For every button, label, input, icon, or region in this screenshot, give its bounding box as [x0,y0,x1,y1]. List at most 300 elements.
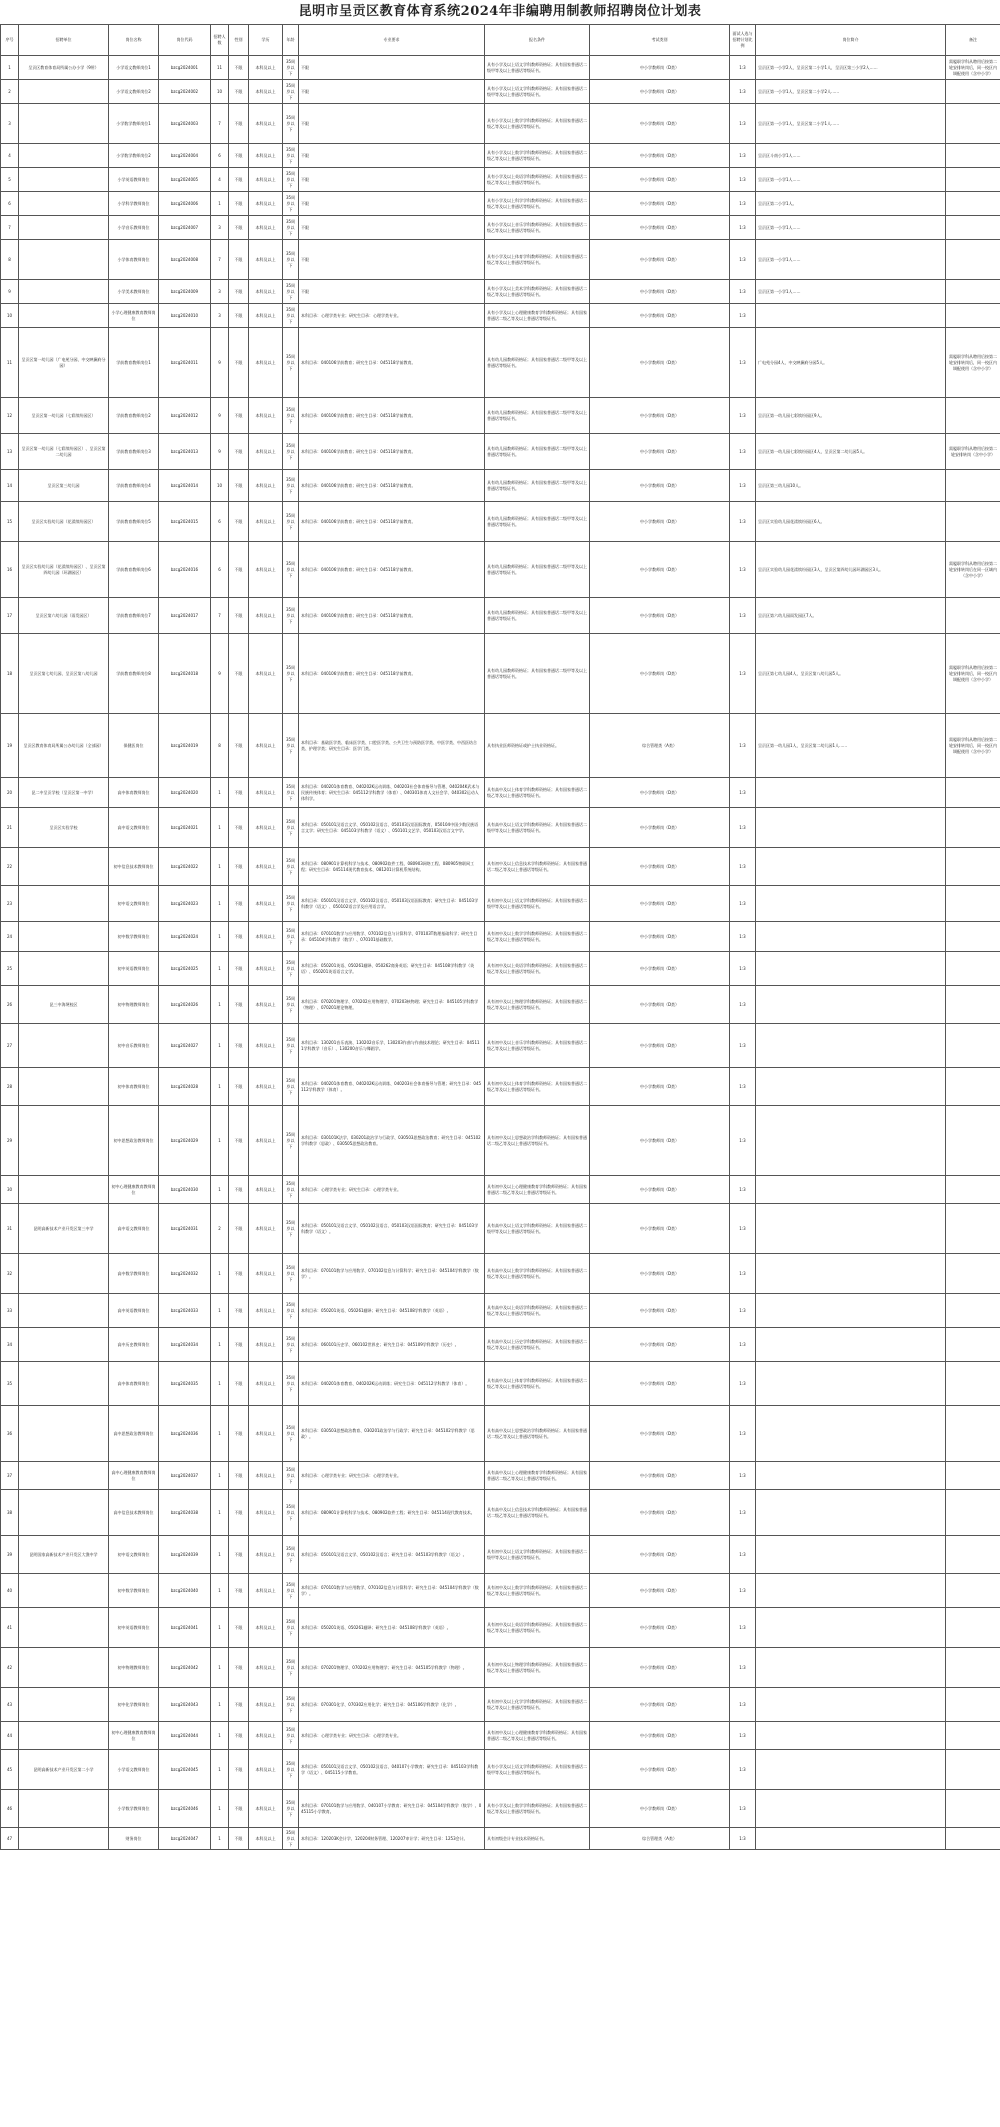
cell-age: 35周岁以下 [283,886,299,922]
cell-unit: 昆三中海埂校区 [19,986,109,1024]
cell-position: 高中语文教师岗位 [109,1204,159,1254]
cell-education: 本科及以上 [249,168,283,192]
cell-seq: 43 [1,1688,19,1722]
cell-unit [19,1294,109,1328]
cell-gender: 不限 [229,240,249,280]
cell-education: 本科及以上 [249,216,283,240]
cell-count: 1 [211,886,229,922]
cell-age: 35周岁以下 [283,398,299,434]
cell-remarks [946,1462,1000,1490]
cell-position: 学前教育教师岗位2 [109,398,159,434]
cell-seq: 3 [1,104,19,144]
cell-gender: 不限 [229,1688,249,1722]
cell-remarks [946,502,1000,542]
cell-seq: 12 [1,398,19,434]
cell-unit [19,952,109,986]
cell-position: 初中物理教师岗位 [109,1648,159,1688]
cell-remarks: 需履职学科从聘用后按第二轮安排转岗后，同一校区内调配使用（含中小学） [946,56,1000,80]
cell-remarks [946,598,1000,634]
cell-description: 呈贡区第一小学1人，呈贡区第二小学2人…… [756,80,946,104]
cell-conditions: 具有初中及以上信息技术学科教师资格证；具有国家普通话二级乙等及以上普通话等级证书。 [485,848,590,886]
table-row [1,1574,1000,1608]
cell-code: bzcg2024030 [159,1176,211,1204]
cell-age: 35周岁以下 [283,1406,299,1462]
cell-description [756,1750,946,1790]
table-row [1,1362,1000,1406]
cell-ratio: 1:3 [730,714,756,778]
cell-code: bzcg2024013 [159,434,211,470]
cell-unit: 呈贡区实验学校 [19,808,109,848]
table-row [1,634,1000,714]
cell-count: 9 [211,398,229,434]
cell-age: 35周岁以下 [283,1106,299,1176]
cell-position: 学前教育教师岗位8 [109,634,159,714]
cell-count: 11 [211,56,229,80]
cell-gender: 不限 [229,1362,249,1406]
cell-ratio: 1:3 [730,808,756,848]
cell-code: bzcg2024024 [159,922,211,952]
cell-gender: 不限 [229,778,249,808]
cell-education: 本科及以上 [249,80,283,104]
table-row [1,192,1000,216]
cell-remarks [946,1176,1000,1204]
cell-ratio: 1:3 [730,1362,756,1406]
cell-code: bzcg2024018 [159,634,211,714]
table-row [1,1406,1000,1462]
cell-gender: 不限 [229,1574,249,1608]
cell-code: bzcg2024016 [159,542,211,598]
cell-conditions: 具有小学及以上语文学科教师资格证；具有国家普通话二级甲等及以上普通话等级证书。 [485,56,590,80]
cell-description [756,1536,946,1574]
table-body [1,56,1000,1850]
cell-exam-type: 中小学教师岗（D类） [590,1688,730,1722]
cell-code: bzcg2024008 [159,240,211,280]
cell-conditions: 具有幼儿园教师资格证；具有国家普通话二级甲等及以上普通话等级证书。 [485,398,590,434]
cell-description: 呈贡区第七幼儿园4人，呈贡区第八幼儿园5人。 [756,634,946,714]
cell-remarks: 需履职学科从聘用后按第二轮安排转岗后，同一校区内调配使用（含中小学） [946,328,1000,398]
cell-seq: 46 [1,1790,19,1828]
cell-education: 本科及以上 [249,1176,283,1204]
cell-ratio: 1:3 [730,280,756,304]
cell-unit [19,304,109,328]
cell-position: 高中思想政治教师岗位 [109,1406,159,1462]
cell-seq: 1 [1,56,19,80]
cell-code: bzcg2024034 [159,1328,211,1362]
cell-seq: 41 [1,1608,19,1648]
cell-age: 35周岁以下 [283,952,299,986]
table-row [1,1024,1000,1068]
cell-age: 35周岁以下 [283,168,299,192]
cell-count: 1 [211,1068,229,1106]
cell-remarks [946,470,1000,502]
cell-gender: 不限 [229,1648,249,1688]
cell-exam-type: 中小学教师岗（D类） [590,1536,730,1574]
cell-exam-type: 中小学教师岗（D类） [590,922,730,952]
cell-remarks [946,144,1000,168]
cell-age: 35周岁以下 [283,714,299,778]
cell-gender: 不限 [229,434,249,470]
cell-ratio: 1:3 [730,304,756,328]
cell-code: bzcg2024019 [159,714,211,778]
cell-major: 本科目录：070101数学与应用数学、040107小学教育；研究生目录：045104学科教学（数学）、045115小学教育。 [299,1790,485,1828]
cell-position: 初中思想政治教师岗位 [109,1106,159,1176]
cell-unit [19,1068,109,1106]
cell-seq: 5 [1,168,19,192]
cell-major: 本科目录：070201物理学、070202应用物理学、070203核物理；研究生目录：045105学科教学（物理）、070201理论物理。 [299,986,485,1024]
cell-description [756,986,946,1024]
cell-position: 小学音乐教师岗位 [109,216,159,240]
cell-age: 35周岁以下 [283,542,299,598]
cell-ratio: 1:3 [730,144,756,168]
cell-description: 呈贡区第一小学2人，呈贡区第二小学1人，呈贡区第三小学2人…… [756,56,946,80]
cell-exam-type: 中小学教师岗（D类） [590,1790,730,1828]
cell-unit [19,144,109,168]
cell-major: 本科目录：120203K会计学、120204财务管理、120207审计学；研究生目录：1253会计。 [299,1828,485,1850]
cell-count: 8 [211,714,229,778]
cell-age: 35周岁以下 [283,986,299,1024]
table-row [1,56,1000,80]
cell-exam-type: 中小学教师岗（D类） [590,542,730,598]
cell-position: 高中历史教师岗位 [109,1328,159,1362]
cell-unit [19,192,109,216]
cell-description: 呈贡区斗南小学1人…… [756,144,946,168]
cell-major: 不限 [299,168,485,192]
cell-ratio: 1:3 [730,1722,756,1750]
cell-gender: 不限 [229,1490,249,1536]
table-row [1,398,1000,434]
cell-seq: 39 [1,1536,19,1574]
cell-age: 35周岁以下 [283,304,299,328]
cell-remarks [946,1254,1000,1294]
cell-unit [19,1362,109,1406]
table-row [1,470,1000,502]
cell-ratio: 1:3 [730,1106,756,1176]
cell-count: 9 [211,434,229,470]
cell-seq: 23 [1,886,19,922]
cell-gender: 不限 [229,192,249,216]
cell-conditions: 具有初中及以上化学学科教师资格证；具有国家普通话二级乙等及以上普通话等级证书。 [485,1688,590,1722]
cell-count: 10 [211,80,229,104]
cell-age: 35周岁以下 [283,1068,299,1106]
cell-count: 1 [211,1574,229,1608]
table-row [1,986,1000,1024]
cell-seq: 34 [1,1328,19,1362]
cell-position: 初中语文教师岗位 [109,886,159,922]
cell-description: 呈贡区实验幼儿园花漾缤纷园区6人。 [756,502,946,542]
cell-exam-type: 中小学教师岗（D类） [590,1648,730,1688]
cell-position: 初中心理健康教育教师岗位 [109,1722,159,1750]
cell-count: 6 [211,542,229,598]
cell-description [756,1608,946,1648]
cell-remarks: 需履职学科从聘用后按第二轮安排转岗后在同一区域内（含中小学） [946,542,1000,598]
cell-count: 1 [211,1024,229,1068]
cell-major: 本科目录：040106学前教育；研究生目录：045118学前教育。 [299,398,485,434]
table-row [1,778,1000,808]
cell-major: 本科目录：050201英语、050261翻译；研究生目录：045108学科教学（英语）。 [299,1608,485,1648]
cell-major: 本科目录：040106学前教育；研究生目录：045118学前教育。 [299,502,485,542]
table-row [1,1462,1000,1490]
cell-age: 35周岁以下 [283,922,299,952]
cell-unit [19,1490,109,1536]
cell-description [756,1328,946,1362]
cell-exam-type: 中小学教师岗（D类） [590,598,730,634]
cell-conditions: 具有执业医师资格证或护士执业资格证。 [485,714,590,778]
cell-gender: 不限 [229,848,249,886]
cell-gender: 不限 [229,168,249,192]
cell-code: bzcg2024027 [159,1024,211,1068]
cell-education: 本科及以上 [249,922,283,952]
cell-major: 本科目录：040201体育教育、040202K运动训练；研究生目录：045112学科教学（体育）。 [299,1362,485,1406]
cell-count: 1 [211,848,229,886]
cell-remarks [946,168,1000,192]
header-gender: 性别 [229,25,249,56]
table-row [1,1536,1000,1574]
cell-position: 初中音乐教师岗位 [109,1024,159,1068]
cell-exam-type: 中小学教师岗（D类） [590,1176,730,1204]
cell-conditions: 具有初中及以上数学学科教师资格证；具有国家普通话二级乙等及以上普通话等级证书。 [485,922,590,952]
cell-gender: 不限 [229,470,249,502]
cell-position: 小学语文教师岗位 [109,1750,159,1790]
cell-exam-type: 中小学教师岗（D类） [590,56,730,80]
cell-code: bzcg2024002 [159,80,211,104]
cell-code: bzcg2024046 [159,1790,211,1828]
cell-description [756,1490,946,1536]
cell-count: 1 [211,1722,229,1750]
cell-description: 呈贡区第一小学1人…… [756,280,946,304]
cell-code: bzcg2024026 [159,986,211,1024]
cell-age: 35周岁以下 [283,192,299,216]
cell-unit [19,1688,109,1722]
cell-remarks [946,922,1000,952]
cell-education: 本科及以上 [249,1328,283,1362]
cell-exam-type: 中小学教师岗（D类） [590,104,730,144]
cell-seq: 9 [1,280,19,304]
cell-position: 高中心理健康教育教师岗位 [109,1462,159,1490]
cell-gender: 不限 [229,1106,249,1176]
cell-education: 本科及以上 [249,778,283,808]
cell-unit [19,1106,109,1176]
cell-exam-type: 中小学教师岗（D类） [590,328,730,398]
table-row [1,1106,1000,1176]
cell-seq: 17 [1,598,19,634]
cell-code: bzcg2024047 [159,1828,211,1850]
cell-exam-type: 中小学教师岗（D类） [590,1750,730,1790]
cell-unit [19,216,109,240]
cell-code: bzcg2024001 [159,56,211,80]
cell-age: 35周岁以下 [283,778,299,808]
cell-exam-type: 中小学教师岗（D类） [590,1294,730,1328]
cell-position: 小学语文教师岗位2 [109,80,159,104]
header-major: 专业要求 [299,25,485,56]
cell-count: 3 [211,216,229,240]
cell-remarks [946,848,1000,886]
cell-count: 1 [211,1688,229,1722]
cell-gender: 不限 [229,502,249,542]
table-row [1,1648,1000,1688]
cell-remarks [946,216,1000,240]
cell-seq: 21 [1,808,19,848]
table-row [1,714,1000,778]
header-remarks: 备注 [946,25,1000,56]
cell-position: 初中物理教师岗位 [109,986,159,1024]
cell-conditions: 具有小学及以上英语学科教师资格证；具有国家普通话二级乙等及以上普通话等级证书。 [485,168,590,192]
cell-seq: 2 [1,80,19,104]
cell-seq: 44 [1,1722,19,1750]
cell-seq: 14 [1,470,19,502]
cell-education: 本科及以上 [249,1750,283,1790]
cell-conditions: 具有初中及以上心理健康教育学科教师资格证；具有国家普通话二级乙等及以上普通话等级证书。 [485,1176,590,1204]
cell-description: 呈贡区第六幼儿园雨发园区7人。 [756,598,946,634]
header-seq: 序号 [1,25,19,56]
cell-position: 小学数学教师岗位1 [109,104,159,144]
cell-conditions: 具有幼儿园教师资格证；具有国家普通话二级甲等及以上普通话等级证书。 [485,434,590,470]
cell-position: 小学语文教师岗位1 [109,56,159,80]
cell-count: 1 [211,1106,229,1176]
cell-education: 本科及以上 [249,634,283,714]
cell-unit: 昆明高新技术产业开发区第二小学 [19,1750,109,1790]
cell-conditions: 具有小学及以上美术学科教师资格证；具有国家普通话二级乙等及以上普通话等级证书。 [485,280,590,304]
cell-major: 本科目录：080901计算机科学与技术、080902软件工程；研究生目录：045114现代教育技术。 [299,1490,485,1536]
cell-position: 高中体育教师岗位 [109,778,159,808]
cell-exam-type: 中小学教师岗（D类） [590,280,730,304]
cell-seq: 4 [1,144,19,168]
cell-ratio: 1:3 [730,952,756,986]
cell-exam-type: 中小学教师岗（D类） [590,848,730,886]
cell-unit: 呈贡区第七幼儿园、呈贡区第八幼儿园 [19,634,109,714]
cell-major: 不限 [299,240,485,280]
cell-age: 35周岁以下 [283,240,299,280]
cell-major: 本科目录：070101数学与应用数学、070102信息与计算科学；研究生目录：045104学科教学（数学）。 [299,1254,485,1294]
cell-count: 1 [211,986,229,1024]
cell-count: 9 [211,328,229,398]
cell-conditions: 具有高中及以上数学学科教师资格证；具有国家普通话二级乙等及以上普通话等级证书。 [485,1254,590,1294]
table-row [1,304,1000,328]
cell-age: 35周岁以下 [283,1648,299,1688]
cell-gender: 不限 [229,304,249,328]
table-row [1,280,1000,304]
cell-code: bzcg2024029 [159,1106,211,1176]
cell-description: 呈贡区第一幼儿园七彩缤纷园区4人，呈贡区第二幼儿园5人。 [756,434,946,470]
cell-code: bzcg2024028 [159,1068,211,1106]
cell-education: 本科及以上 [249,542,283,598]
cell-education: 本科及以上 [249,1024,283,1068]
cell-major: 本科目录：040106学前教育；研究生目录：045118学前教育。 [299,542,485,598]
cell-remarks [946,1722,1000,1750]
cell-description [756,1024,946,1068]
cell-seq: 40 [1,1574,19,1608]
cell-major: 本科目录：心理学类专业；研究生目录：心理学类专业。 [299,1462,485,1490]
cell-seq: 36 [1,1406,19,1462]
cell-code: bzcg2024037 [159,1462,211,1490]
cell-remarks [946,1328,1000,1362]
cell-remarks [946,952,1000,986]
cell-description [756,952,946,986]
cell-description [756,1406,946,1462]
cell-code: bzcg2024041 [159,1608,211,1648]
cell-ratio: 1:3 [730,328,756,398]
cell-conditions: 具有小学及以上语文学科教师资格证；具有国家普通话二级甲等及以上普通话等级证书。 [485,80,590,104]
cell-age: 35周岁以下 [283,1462,299,1490]
cell-major: 不限 [299,144,485,168]
cell-gender: 不限 [229,634,249,714]
table-row [1,1176,1000,1204]
cell-code: bzcg2024040 [159,1574,211,1608]
cell-count: 9 [211,634,229,714]
cell-conditions: 具有高中及以上心理健康教育学科教师资格证；具有国家普通话二级乙等及以上普通话等级证书。 [485,1462,590,1490]
cell-count: 10 [211,470,229,502]
cell-ratio: 1:3 [730,1204,756,1254]
cell-ratio: 1:3 [730,56,756,80]
cell-conditions: 具有初中及以上英语学科教师资格证；具有国家普通话二级乙等及以上普通话等级证书。 [485,1608,590,1648]
cell-code: bzcg2024009 [159,280,211,304]
cell-gender: 不限 [229,542,249,598]
cell-ratio: 1:3 [730,240,756,280]
cell-count: 1 [211,1828,229,1850]
cell-count: 1 [211,1462,229,1490]
cell-code: bzcg2024021 [159,808,211,848]
cell-description [756,1688,946,1722]
cell-ratio: 1:3 [730,1750,756,1790]
cell-seq: 45 [1,1750,19,1790]
cell-education: 本科及以上 [249,304,283,328]
cell-ratio: 1:3 [730,1254,756,1294]
cell-count: 7 [211,240,229,280]
table-row [1,1790,1000,1828]
cell-description [756,848,946,886]
cell-exam-type: 中小学教师岗（D类） [590,1490,730,1536]
cell-remarks [946,808,1000,848]
cell-exam-type: 中小学教师岗（D类） [590,1406,730,1462]
cell-major: 不限 [299,216,485,240]
table-row [1,848,1000,886]
cell-seq: 24 [1,922,19,952]
cell-count: 3 [211,304,229,328]
cell-code: bzcg2024023 [159,886,211,922]
cell-exam-type: 中小学教师岗（D类） [590,778,730,808]
cell-count: 1 [211,952,229,986]
cell-conditions: 具有初中及以上物理学科教师资格证；具有国家普通话二级乙等及以上普通话等级证书。 [485,986,590,1024]
cell-exam-type: 中小学教师岗（D类） [590,1362,730,1406]
cell-remarks [946,1024,1000,1068]
cell-remarks [946,1106,1000,1176]
cell-remarks: 需履职学科从聘用后按第二轮安排转岗后，同一校区内调配使用（含中小学） [946,714,1000,778]
cell-ratio: 1:3 [730,598,756,634]
table-row [1,1750,1000,1790]
cell-code: bzcg2024042 [159,1648,211,1688]
cell-code: bzcg2024014 [159,470,211,502]
cell-conditions: 具有高中及以上信息技术学科教师资格证；具有国家普通话二级乙等及以上普通话等级证书。 [485,1490,590,1536]
cell-description [756,1106,946,1176]
cell-age: 35周岁以下 [283,1790,299,1828]
cell-major: 本科目录：040201体育教育、040202K运动训练、040203社会体育指导与管理、040204K武术与民族传统体育；研究生目录：045112学科教学（体育）、040301体育人文社会学、040302运动人体科学。 [299,778,485,808]
table-row [1,1608,1000,1648]
cell-unit: 呈贡区教育体育局所属公办小学（9所） [19,56,109,80]
cell-conditions: 具有幼儿园教师资格证；具有国家普通话二级甲等及以上普通话等级证书。 [485,542,590,598]
cell-education: 本科及以上 [249,104,283,144]
cell-count: 1 [211,1648,229,1688]
cell-remarks [946,280,1000,304]
cell-conditions: 具有幼儿园教师资格证；具有国家普通话二级甲等及以上普通话等级证书。 [485,634,590,714]
cell-ratio: 1:3 [730,848,756,886]
cell-conditions: 具有初中及以上音乐学科教师资格证；具有国家普通话二级乙等及以上普通话等级证书。 [485,1024,590,1068]
cell-education: 本科及以上 [249,1574,283,1608]
cell-ratio: 1:3 [730,470,756,502]
cell-conditions: 具有高中及以上思想政治学科教师资格证；具有国家普通话二级乙等及以上普通话等级证书。 [485,1406,590,1462]
cell-age: 35周岁以下 [283,502,299,542]
cell-major: 本科目录：060101历史学、060102世界史；研究生目录：045109学科教学（历史）。 [299,1328,485,1362]
cell-gender: 不限 [229,598,249,634]
cell-conditions: 具有初中及以上数学学科教师资格证；具有国家普通话二级乙等及以上普通话等级证书。 [485,1574,590,1608]
